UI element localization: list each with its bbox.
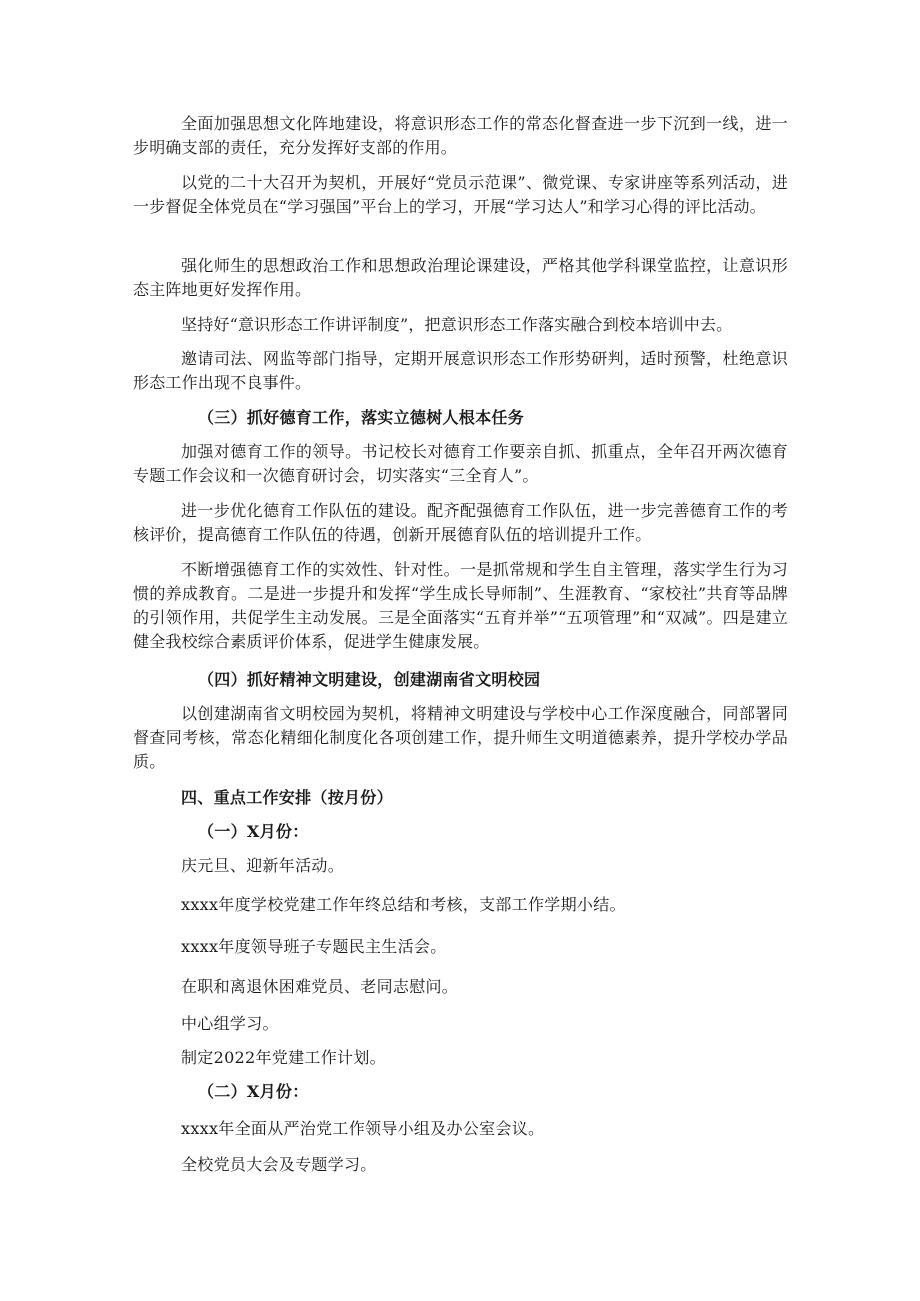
section-heading-civilization: （四）抓好精神文明建设，创建湖南省文明校园 (198, 670, 541, 689)
paragraph-ideology-front: 全面加强思想文化阵地建设，将意识形态工作的常态化督查进一步下沉到一线，进一步明确支部的责任，充分发挥好支部的作用。 (133, 114, 788, 157)
paragraph-party-congress: 以党的二十大召开为契机，开展好“党员示范课”、微党课、专家讲座等系列活动，进一步督促全体党员在“学习强国”平台上的学习，开展“学习达人”和学习心得的评比活动。 (133, 173, 788, 216)
list-item: 全校党员大会及专题学习。 (181, 1155, 377, 1174)
list-item: xxxx年度学校党建工作年终总结和考核，支部工作学期小结。 (181, 895, 626, 914)
list-item: xxxx年全面从严治党工作领导小组及办公室会议。 (181, 1119, 545, 1138)
paragraph-moral-leadership: 加强对德育工作的领导。书记校长对德育工作要亲自抓、抓重点，全年召开两次德育专题工作会议和一次德育研讨会，切实落实“三全育人”。 (133, 442, 788, 485)
part-heading-schedule: 四、重点工作安排（按月份） (181, 788, 393, 807)
paragraph-moral-team: 进一步优化德育工作队伍的建设。配齐配强德育工作队伍，进一步完善德育工作的考核评价，提高德育工作队伍的待遇，创新开展德育队伍的培训提升工作。 (133, 501, 788, 544)
paragraph-moral-effectiveness: 不断增强德育工作的实效性、针对性。一是抓常规和学生自主管理，落实学生行为习惯的养成教育。二是进一步提升和发挥“学生成长导师制”、生涯教育、“家校社”共育等品牌的引领作用，共促学生主动发展。三是全面落实“五育并举”“五项管理”和“双减”。四是建立健全我校综合素质评价体系，促进学生健康发展。 (133, 560, 788, 651)
list-item: xxxx年度领导班子专题民主生活会。 (181, 937, 447, 956)
paragraph-risk-assessment: 邀请司法、网监等部门指导，定期开展意识形态工作形势研判，适时预警，杜绝意识形态工作出现不良事件。 (133, 349, 788, 392)
paragraph-civilized-campus: 以创建湖南省文明校园为契机，将精神文明建设与学校中心工作深度融合，同部署同督查同考核，常态化精细化制度化各项创建工作，提升师生文明道德素养，提升学校办学品质。 (133, 704, 788, 771)
list-item: 在职和离退休困难党员、老同志慰问。 (181, 977, 459, 996)
paragraph-political-education: 强化师生的思想政治工作和思想政治理论课建设，严格其他学科课堂监控，让意识形态主阵地更好发挥作用。 (133, 256, 788, 299)
section-heading-moral-education: （三）抓好德育工作，落实立德树人根本任务 (198, 408, 525, 427)
month-heading-2: （二）X月份： (198, 1082, 309, 1101)
list-item: 庆元旦、迎新年活动。 (181, 856, 345, 875)
month-heading-1: （一）X月份： (198, 822, 309, 841)
list-item: 中心组学习。 (181, 1014, 279, 1033)
list-item: 制定2022年党建工作计划。 (181, 1048, 386, 1067)
paragraph-review-system: 坚持好“意识形态工作讲评制度”，把意识形态工作落实融合到校本培训中去。 (181, 315, 733, 334)
